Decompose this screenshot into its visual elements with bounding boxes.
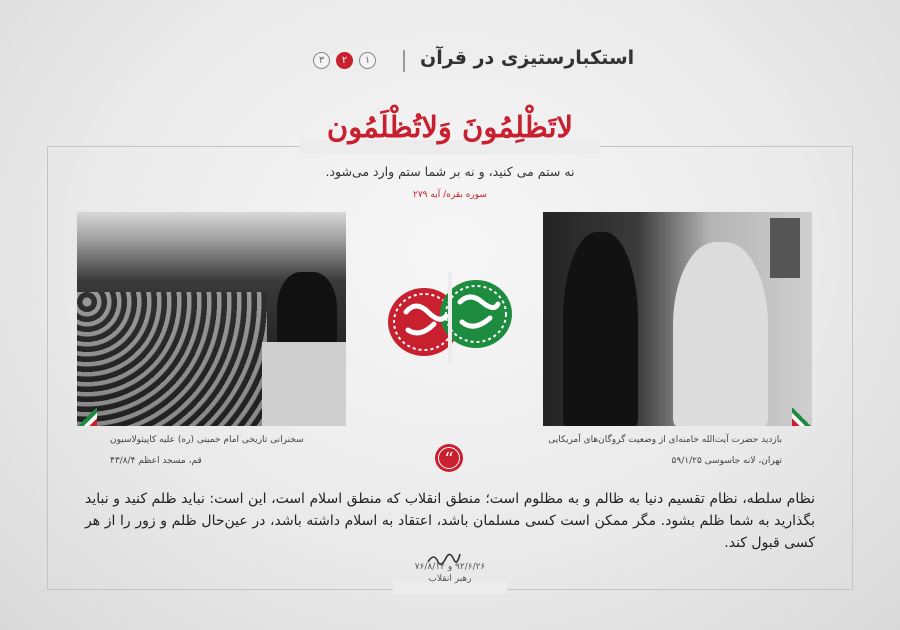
left-photo-caption: سخنرانی تاریخی امام خمینی (ره) علیه کاپیتولاسیون — [110, 435, 304, 445]
quote-author-role: رهبر انقلاب — [428, 574, 472, 584]
right-photo-location-date: تهران، لانه جاسوسی ۵۹/۱/۲۵ — [671, 456, 782, 466]
header-divider — [403, 50, 405, 72]
quote-date: ۹۲/۶/۲۶ و ۷۶/۸/۱۴ — [414, 562, 486, 572]
iran-flag-corner-icon — [77, 408, 97, 426]
page-dot-2[interactable]: ۲ — [336, 52, 353, 69]
page-dot-3[interactable]: ۳ — [313, 52, 330, 69]
verse-translation: نه ستم می کنید، و نه بر شما ستم وارد می‌شود. — [325, 164, 575, 179]
photo-lectern — [262, 342, 346, 426]
verse-reference: سوره بقره/ آیه ۲۷۹ — [413, 190, 487, 200]
seal-emblem-icon — [384, 272, 516, 364]
left-photo-location-date: قم، مسجد اعظم ۴۳/۸/۴ — [110, 456, 202, 466]
photo-embassy-visit — [543, 212, 812, 426]
photo-figure-hostage — [673, 242, 768, 426]
header — [0, 44, 900, 84]
photo-imam-khomeini-speech — [77, 212, 346, 426]
quote-text: نظام سلطه، نظام تقسیم دنیا به ظالم و به مظلوم است؛ منطق انقلاب که منطق اسلام است، این است: نباید ظلم کنید و نباید بگذارید به شما ظلم بشود. مگر ممکن است کسی مسلمان باشد، اعتقاد به اسلام داشته باشد، در عین‌حال ظلم و زور را از هر کسی قبول کند. — [85, 491, 815, 551]
photo-figure-cleric — [563, 232, 638, 426]
svg-text:“: “ — [444, 449, 454, 470]
iran-flag-corner-icon — [792, 408, 812, 426]
page-indicator — [313, 52, 376, 69]
quran-verse: لاتَظْلِمُونَ وَلاتُظْلَمُون — [326, 110, 574, 144]
photo-crowd — [77, 292, 267, 426]
series-title: استکبارستیزی در قرآن — [420, 47, 635, 69]
photo-wall-portrait — [770, 218, 800, 278]
right-photo-caption: بازدید حضرت آیت‌الله خامنه‌ای از وضعیت گروگان‌های آمریکایی — [548, 435, 782, 445]
quote-mark-icon — [434, 443, 464, 473]
page-dot-1[interactable]: ۱ — [359, 52, 376, 69]
